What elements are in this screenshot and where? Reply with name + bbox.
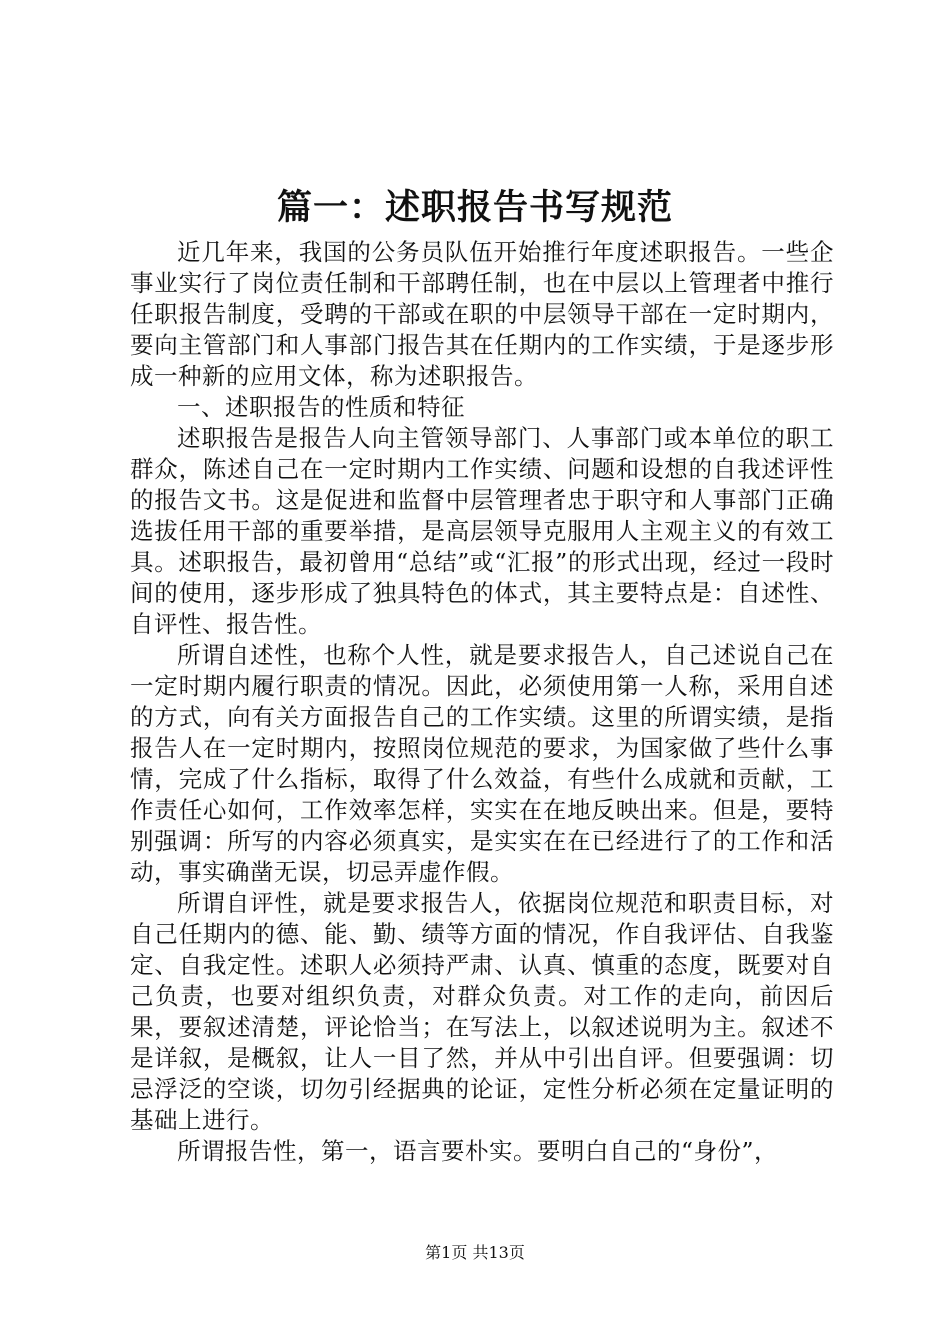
document-title: 篇一：述职报告书写规范	[276, 187, 673, 228]
paragraph-self-evaluation: 所谓自评性，就是要求报告人，依据岗位规范和职责目标，对自己任期内的德、能、勤、绩等方面的情况，作自我评估、自我鉴定、自我定性。述职人必须持严肃、认真、慎重的态度，既要对自己负责，也要对组织负责，对群众负责。对工作的走向，前因后果，要叙述清楚，评论恰当；在写法上，以叙述说明为主。叙述不是详叙，是概叙，让人一目了然，并从中引出自评。但要强调：切忌浮泛的空谈，切勿引经据典的论证，定性分析必须在定量证明的基础上进行。	[130, 889, 834, 1134]
page-total: 共13页	[472, 1243, 525, 1262]
document-body	[130, 237, 834, 1167]
paragraph-definition: 述职报告是报告人向主管领导部门、人事部门或本单位的职工群众，陈述自己在一定时期内工作实绩、问题和设想的自我述评性的报告文书。这是促进和监督中层管理者忠于职守和人事部门正确选拔任用干部的重要举措，是高层领导克服用人主观主义的有效工具。述职报告，最初曾用“总结”或“汇报”的形式出现，经过一段时间的使用，逐步形成了独具特色的体式，其主要特点是：自述性、自评性、报告性。	[130, 424, 834, 638]
paragraph-reporting: 所谓报告性，第一，语言要朴实。要明白自己的“身份”，	[177, 1137, 779, 1165]
page-footer	[0, 1242, 950, 1264]
section-heading: 一、述职报告的性质和特征	[177, 393, 465, 421]
page-number: 第1页	[425, 1243, 468, 1262]
paragraph-intro: 近几年来，我国的公务员队伍开始推行年度述职报告。一些企事业实行了岗位责任制和干部聘任制，也在中层以上管理者中推行任职报告制度，受聘的干部或在职的中层领导干部在一定时期内，要向主管部门和人事部门报告其在任期内的工作实绩，于是逐步形成一种新的应用文体，称为述职报告。	[130, 238, 834, 390]
paragraph-self-narration: 所谓自述性，也称个人性，就是要求报告人，自己述说自己在一定时期内履行职责的情况。因此，必须使用第一人称，采用自述的方式，向有关方面报告自己的工作实绩。这里的所谓实绩，是指报告人在一定时期内，按照岗位规范的要求，为国家做了些什么事情，完成了什么指标，取得了什么效益，有些什么成就和贡献，工作责任心如何，工作效率怎样，实实在在地反映出来。但是，要特别强调：所写的内容必须真实，是实实在在已经进行了的工作和活动，事实确凿无误，切忌弄虚作假。	[130, 641, 834, 886]
